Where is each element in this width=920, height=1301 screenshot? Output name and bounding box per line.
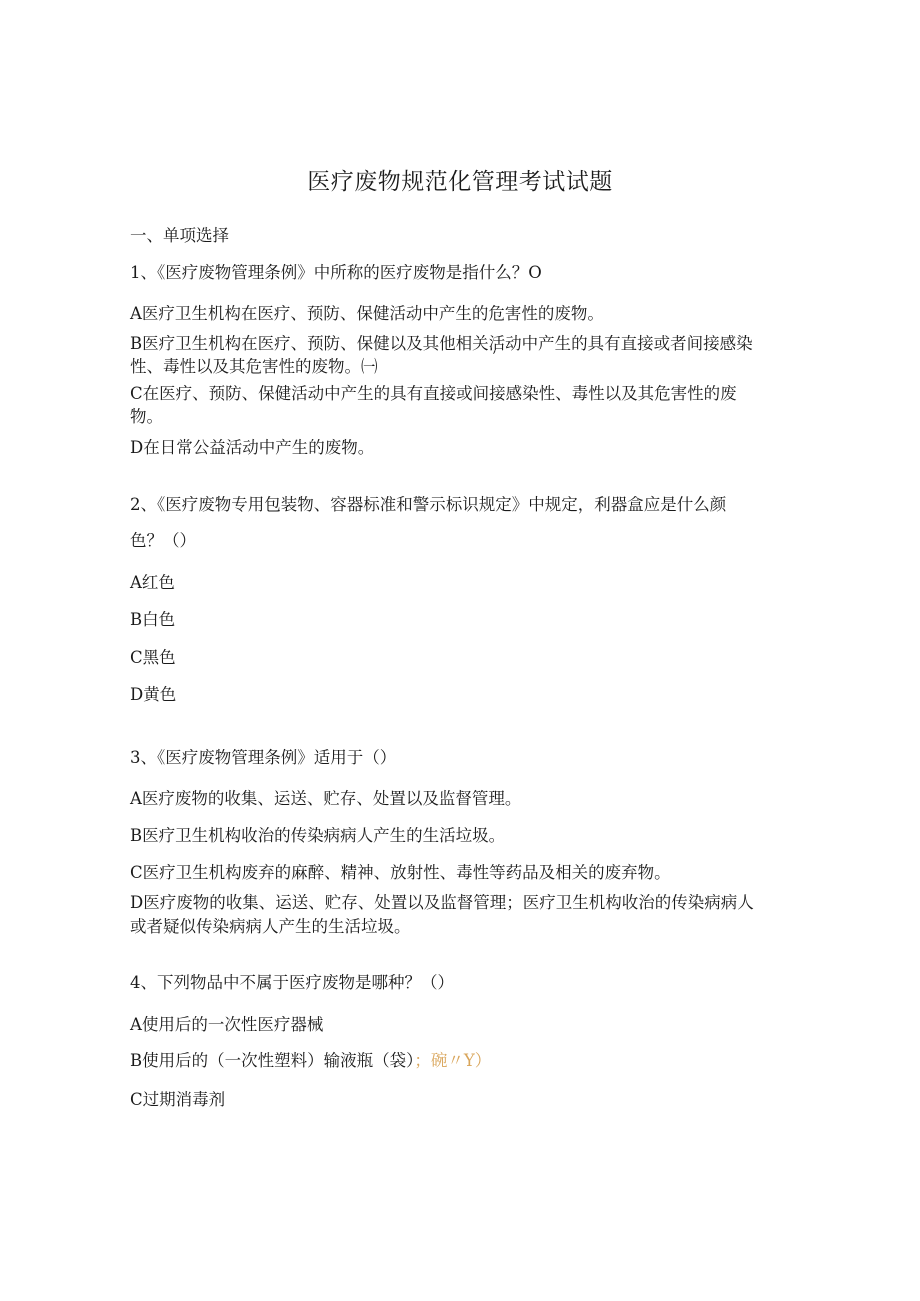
question-2-option-a: A红色 [130,573,175,592]
question-2-option-c: C黑色 [130,648,176,667]
stray-mark: ’ [492,349,497,365]
faded-annotation: ；碗〃Y） [414,1051,492,1070]
question-2-option-b: B白色 [130,610,176,629]
question-4-stem: 4、下列物品中不属于医疗废物是哪种？（） [130,973,454,992]
question-2-stem-line-2: 色？（） [130,531,196,550]
question-1-option-b-line-1: B医疗卫生机构在医疗、预防、保健以及其他相关活动中产生的具有直接或者间接感染 [130,334,753,353]
question-3-option-b: B医疗卫生机构收治的传染病病人产生的生活垃圾。 [130,826,506,845]
question-4-option-b [130,1047,491,1071]
question-4-option-b-text: B使用后的（一次性塑料）输液瓶（袋） [130,1051,415,1070]
question-3-option-d-line-2: 或者疑似传染病病人产生的生活垃圾。 [130,917,411,936]
question-2-stem-line-1: 2、《医疗废物专用包装物、容器标准和警示标识规定》中规定，利器盒应是什么颜 [130,495,727,514]
question-4-option-c: C过期消毒剂 [130,1090,226,1109]
question-2-option-d: D黄色 [130,685,177,704]
section-heading: 一、单项选择 [130,226,229,245]
question-3-option-d-line-1: D医疗废物的收集、运送、贮存、处置以及监督管理；医疗卫生机构收治的传染病病人 [130,893,754,912]
question-3-stem: 3、《医疗废物管理条例》适用于（） [130,748,397,767]
question-1-option-c-line-2: 物。 [130,407,163,426]
question-1-option-a: A医疗卫生机构在医疗、预防、保健活动中产生的危害性的废物。 [130,304,604,323]
question-4-option-a: A使用后的一次性医疗器械 [130,1015,324,1034]
question-3-option-a: A医疗废物的收集、运送、贮存、处置以及监督管理。 [130,789,522,808]
question-1-option-d: D在日常公益活动中产生的废物。 [130,438,375,457]
question-3-option-c: C医疗卫生机构废弃的麻醉、精神、放射性、毒性等药品及相关的废弃物。 [130,863,671,882]
document-title: 医疗废物规范化管理考试试题 [307,169,613,195]
question-1-option-b-line-2: 性、毒性以及其危害性的废物。㈠ [130,357,378,376]
question-1-stem: 1、《医疗废物管理条例》中所称的医疗废物是指什么？O [130,263,542,282]
question-1-option-c-line-1: C在医疗、预防、保健活动中产生的具有直接或间接感染性、毒性以及其危害性的废 [130,384,737,403]
